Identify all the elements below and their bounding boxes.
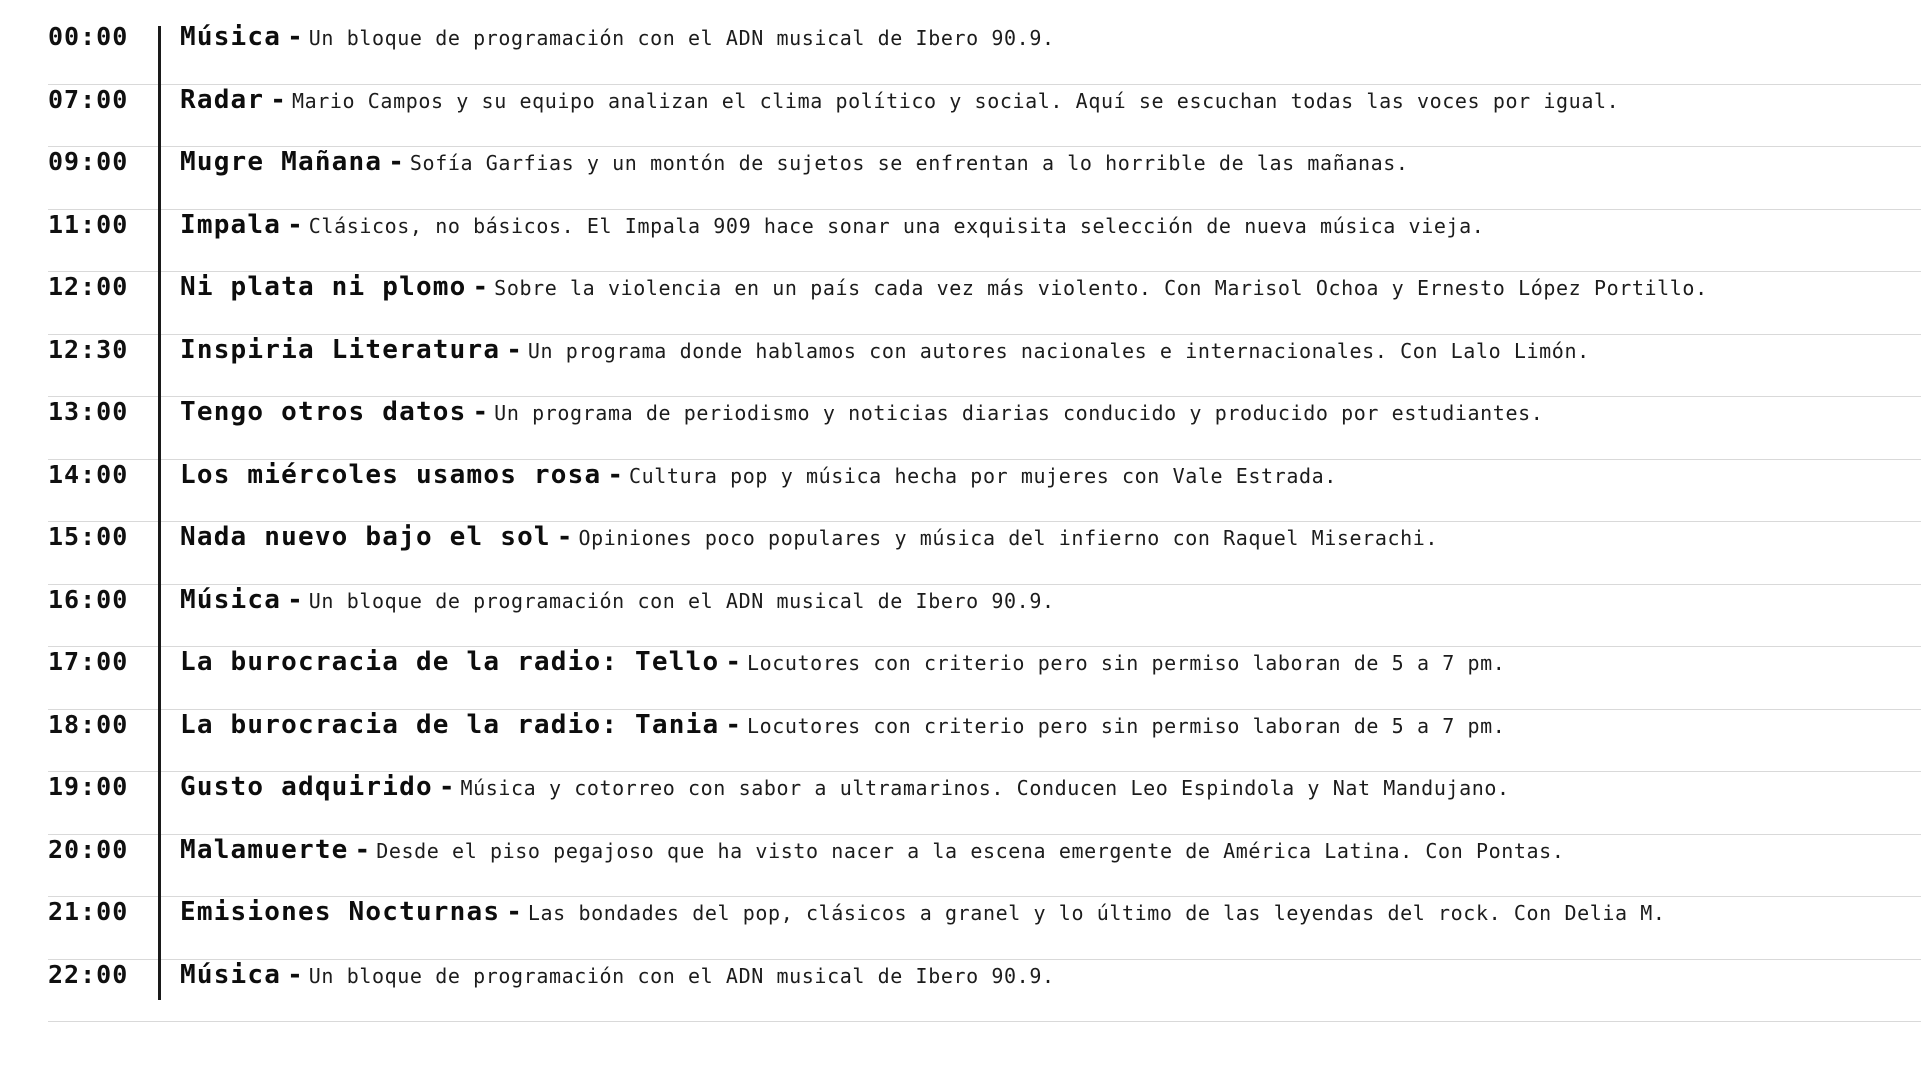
schedule-row xyxy=(0,210,1921,273)
program-title: Ni plata ni plomo xyxy=(180,272,467,302)
program-title: Malamuerte xyxy=(180,834,349,865)
title-separator: - xyxy=(472,272,489,302)
program-title: La burocracia de la radio: Tello xyxy=(180,647,720,677)
schedule-row xyxy=(0,960,1921,1023)
program-description: Clásicos, no básicos. El Impala 909 hace sonar una exquisita selección de nueva música vieja. xyxy=(308,213,1485,238)
program-description: Mario Campos y su equipo analizan el clima político y social. Aquí se escuchan todas las voces por igual. xyxy=(291,88,1620,113)
program-description: Cultura pop y música hecha por mujeres con Vale Estrada. xyxy=(629,463,1337,488)
row-time: 13:00 xyxy=(48,397,129,426)
program-description: Un programa donde hablamos con autores nacionales e internacionales. Con Lalo Limón. xyxy=(527,338,1590,363)
program-description: Un bloque de programación con el ADN musical de Ibero 90.9. xyxy=(308,26,1055,50)
schedule-row xyxy=(0,272,1921,335)
program-description: Sofía Garfias y un montón de sujetos se enfrentan a lo horrible de las mañanas. xyxy=(409,151,1409,175)
row-time: 19:00 xyxy=(48,772,129,801)
row-time: 12:30 xyxy=(48,334,129,364)
program-description: Opiniones poco populares y música del infierno con Raquel Miserachi. xyxy=(578,526,1439,550)
title-separator: - xyxy=(506,334,522,365)
program-title: Música xyxy=(180,959,282,990)
program-title: Impala xyxy=(180,209,282,240)
program-description: Desde el piso pegajoso que ha visto nacer a la escena emergente de América Latina. Con Pontas. xyxy=(376,838,1565,863)
schedule-row xyxy=(0,897,1921,960)
row-program xyxy=(158,585,1921,615)
schedule-row xyxy=(0,835,1921,898)
title-separator: - xyxy=(472,397,489,427)
schedule-row xyxy=(0,85,1921,148)
title-separator: - xyxy=(287,22,303,52)
row-program xyxy=(158,960,1921,990)
row-program xyxy=(158,335,1921,365)
program-title: Inspiria Literatura xyxy=(180,334,501,365)
title-separator: - xyxy=(725,709,741,740)
program-description: Música y cotorreo con sabor a ultramarinos. Conducen Leo Espindola y Nat Mandujano. xyxy=(460,776,1510,800)
row-program xyxy=(158,647,1921,677)
program-title: Radar xyxy=(180,84,265,115)
row-time: 07:00 xyxy=(48,84,129,114)
schedule-row xyxy=(0,460,1921,523)
program-title: Gusto adquirido xyxy=(180,772,433,802)
row-program xyxy=(158,772,1921,802)
program-title: Música xyxy=(180,584,282,615)
row-program xyxy=(158,897,1921,927)
row-program xyxy=(158,22,1921,52)
schedule-row xyxy=(0,585,1921,648)
row-program xyxy=(158,147,1921,177)
row-time: 09:00 xyxy=(48,147,129,176)
schedule-row xyxy=(0,22,1921,85)
title-separator: - xyxy=(388,147,404,177)
row-time: 22:00 xyxy=(48,959,129,989)
program-description: Locutores con criterio pero sin permiso laboran de 5 a 7 pm. xyxy=(746,713,1506,738)
title-separator: - xyxy=(354,834,371,865)
row-time: 16:00 xyxy=(48,584,129,614)
title-separator: - xyxy=(725,647,741,677)
schedule-row xyxy=(0,335,1921,398)
program-title: Música xyxy=(180,22,282,52)
program-title: Tengo otros datos xyxy=(180,397,467,427)
schedule-row xyxy=(0,647,1921,710)
row-time: 20:00 xyxy=(48,834,129,864)
schedule-row xyxy=(0,147,1921,210)
schedule-row xyxy=(0,397,1921,460)
title-separator: - xyxy=(287,584,303,615)
row-time: 14:00 xyxy=(48,459,129,489)
program-description: Las bondades del pop, clásicos a granel y lo último de las leyendas del rock. Con Delia M. xyxy=(527,901,1666,925)
title-separator: - xyxy=(438,772,455,802)
row-time: 15:00 xyxy=(48,522,129,551)
program-title: La burocracia de la radio: Tania xyxy=(180,709,720,740)
row-time: 11:00 xyxy=(48,209,129,239)
program-title: Emisiones Nocturnas xyxy=(180,897,501,927)
title-separator: - xyxy=(287,959,303,990)
row-time: 21:00 xyxy=(48,897,129,926)
program-description: Un bloque de programación con el ADN musical de Ibero 90.9. xyxy=(308,963,1055,988)
row-time: 17:00 xyxy=(48,647,129,676)
program-description: Locutores con criterio pero sin permiso laboran de 5 a 7 pm. xyxy=(746,651,1506,675)
row-program xyxy=(158,835,1921,865)
title-separator: - xyxy=(506,897,522,927)
row-time: 18:00 xyxy=(48,709,129,739)
title-separator: - xyxy=(287,209,303,240)
schedule-row xyxy=(0,772,1921,835)
schedule-row xyxy=(0,522,1921,585)
row-program xyxy=(158,210,1921,240)
row-program xyxy=(158,522,1921,552)
program-title: Los miércoles usamos rosa xyxy=(180,459,602,490)
program-description: Sobre la violencia en un país cada vez más violento. Con Marisol Ochoa y Ernesto López Portillo. xyxy=(494,276,1708,300)
row-program xyxy=(158,85,1921,115)
title-separator: - xyxy=(607,459,623,490)
row-program xyxy=(158,460,1921,490)
program-description: Un bloque de programación con el ADN musical de Ibero 90.9. xyxy=(308,588,1055,613)
schedule-row xyxy=(0,710,1921,773)
program-title: Nada nuevo bajo el sol xyxy=(180,522,551,552)
row-program xyxy=(158,710,1921,740)
row-program xyxy=(158,397,1921,427)
title-separator: - xyxy=(556,522,573,552)
row-time: 12:00 xyxy=(48,272,129,301)
program-description: Un programa de periodismo y noticias diarias conducido y producido por estudiantes. xyxy=(494,401,1544,425)
row-program xyxy=(158,272,1921,302)
title-separator: - xyxy=(270,84,286,115)
program-title: Mugre Mañana xyxy=(180,147,383,177)
row-time: 00:00 xyxy=(48,22,129,51)
